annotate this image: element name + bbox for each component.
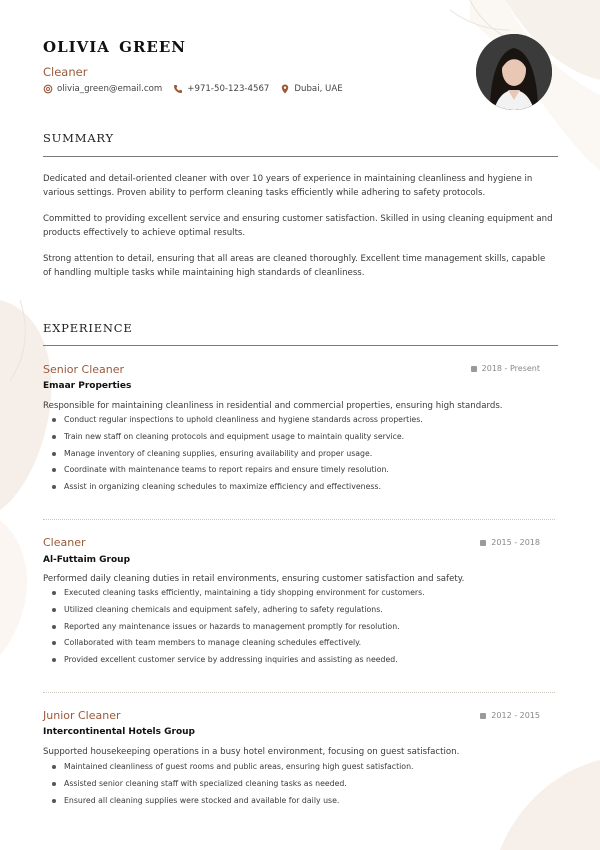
job-company: Emaar Properties — [43, 381, 132, 391]
experience-divider — [43, 345, 558, 346]
job-dates — [480, 711, 540, 720]
job-company: Al-Futtaim Group — [43, 555, 131, 565]
job-bullet: Collaborated with team members to manage cleaning schedules effectively. — [52, 637, 552, 654]
job-description: Responsible for maintaining cleanliness in residential and commercial properties, ensuring high standards. — [43, 401, 503, 411]
calendar-icon — [471, 366, 477, 372]
job-bullets — [52, 414, 552, 498]
job-description: Performed daily cleaning duties in retail environments, ensuring customer satisfaction and safety. — [43, 574, 465, 584]
candidate-role: Cleaner — [43, 65, 88, 79]
profile-photo — [476, 34, 552, 110]
experience-heading: EXPERIENCE — [43, 321, 133, 335]
summary-paragraph-3: Strong attention to detail, ensuring that all areas are cleaned thoroughly. Excellent time management skills, capable of handling multiple tasks while maintaining high standards of cleanliness. — [43, 254, 546, 278]
job-bullet: Executed cleaning tasks efficiently, maintaining a tidy shopping environment for customers. — [52, 587, 552, 604]
contact-row — [43, 84, 354, 94]
job-title: Junior Cleaner — [43, 709, 121, 722]
contact-email[interactable] — [43, 84, 162, 94]
summary-paragraph-2: Committed to providing excellent service and ensuring customer satisfaction. Skilled in using cleaning equipment and products effectively to achieve optimal results. — [43, 214, 553, 238]
job-bullet: Assisted senior cleaning staff with specialized cleaning tasks as needed. — [52, 778, 552, 795]
job-bullet: Train new staff on cleaning protocols and equipment usage to maintain quality service. — [52, 431, 552, 448]
job-bullets — [52, 761, 552, 811]
phone-icon — [173, 84, 183, 94]
job-dates-text: 2015 - 2018 — [491, 538, 540, 547]
job-dates — [471, 364, 540, 373]
phone-text: +971-50-123-4567 — [187, 84, 270, 94]
job-dates-text: 2018 - Present — [481, 364, 540, 373]
calendar-icon — [480, 713, 486, 719]
summary-divider — [43, 156, 558, 157]
job-bullet: Provided excellent customer service by addressing inquiries and assisting as needed. — [52, 654, 552, 671]
job-bullet: Utilized cleaning chemicals and equipment safely, adhering to safety regulations. — [52, 604, 552, 621]
candidate-name: OLIVIA GREEN — [43, 38, 186, 56]
job-bullet: Assist in organizing cleaning schedules to maximize efficiency and effectiveness. — [52, 481, 552, 498]
job-bullets — [52, 587, 552, 671]
location-text: Dubai, UAE — [294, 84, 343, 94]
calendar-icon — [480, 540, 486, 546]
location-pin-icon — [280, 84, 290, 94]
job-bullet: Manage inventory of cleaning supplies, ensuring availability and proper usage. — [52, 448, 552, 465]
summary-heading: SUMMARY — [43, 131, 114, 145]
job-bullet: Coordinate with maintenance teams to report repairs and ensure timely resolution. — [52, 464, 552, 481]
job-dates — [480, 538, 540, 547]
job-title: Cleaner — [43, 536, 86, 549]
job-description: Supported housekeeping operations in a busy hotel environment, focusing on guest satisfaction. — [43, 747, 460, 757]
job-company: Intercontinental Hotels Group — [43, 727, 195, 737]
at-icon — [43, 84, 53, 94]
job-dates-text: 2012 - 2015 — [491, 711, 540, 720]
email-text: olivia_green@email.com — [57, 84, 163, 94]
job-bullet: Conduct regular inspections to uphold cleanliness and hygiene standards across properties. — [52, 414, 552, 431]
contact-phone[interactable] — [173, 84, 269, 94]
contact-location — [280, 84, 342, 94]
job-bullet: Maintained cleanliness of guest rooms and public areas, ensuring high guest satisfaction. — [52, 761, 552, 778]
job-bullet: Ensured all cleaning supplies were stocked and available for daily use. — [52, 795, 552, 812]
job-bullet: Reported any maintenance issues or hazards to management promptly for resolution. — [52, 621, 552, 638]
summary-paragraph-1: Dedicated and detail-oriented cleaner with over 10 years of experience in maintaining cleanliness and hygiene in various settings. Proven ability to perform cleaning tasks efficiently while adhering to safety protocols. — [43, 174, 533, 198]
job-title: Senior Cleaner — [43, 363, 125, 376]
job-separator — [43, 692, 555, 693]
job-separator — [43, 519, 555, 520]
